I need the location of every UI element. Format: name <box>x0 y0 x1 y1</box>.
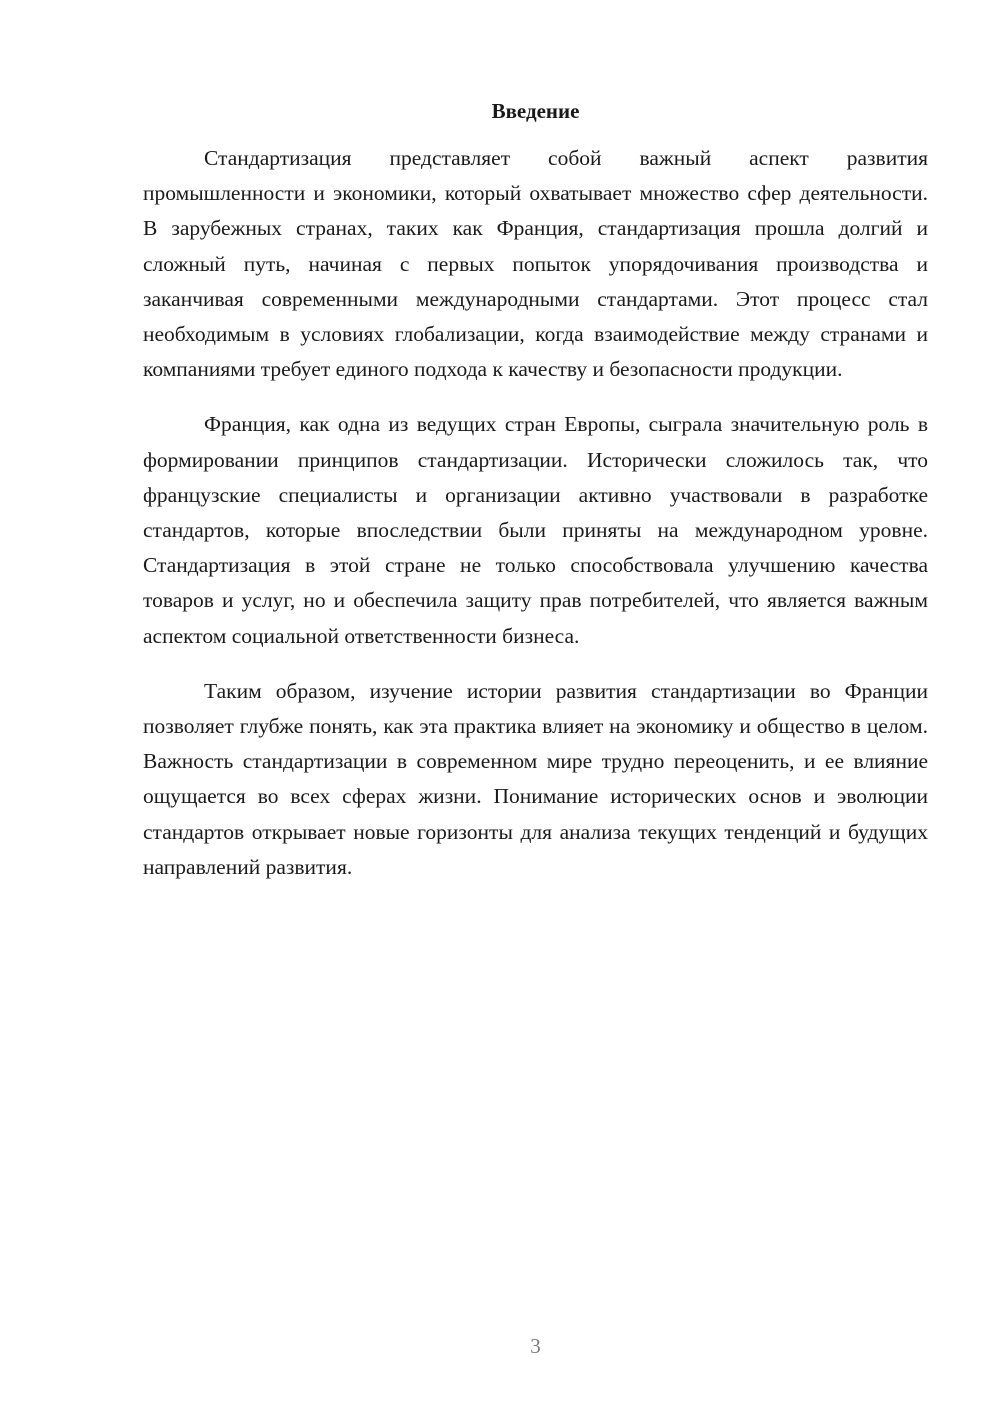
body-text <box>143 141 928 905</box>
paragraph-2: Франция, как одна из ведущих стран Европы, сыграла значительную роль в формировании принципов стандартизации. Исторически сложилось так, что французские специалисты и организации активно участвовали в разработке стандартов, которые впоследствии были приняты на международном уровне. Стандартизация в этой стране не только способствовала улучшению качества товаров и услуг, но и обеспечила защиту прав потребителей, что является важным аспектом социальной ответственности бизнеса. <box>143 412 928 648</box>
page-number: 3 <box>530 1334 541 1358</box>
section-title: Введение <box>491 99 580 123</box>
paragraph-3: Таким образом, изучение истории развития стандартизации во Франции позволяет глубже понять, как эта практика влияет на экономику и общество в целом. Важность стандартизации в современном мире трудно переоценить, и ее влияние ощущается во всех сферах жизни. Понимание исторических основ и эволюции стандартов открывает новые горизонты для анализа текущих тенденций и будущих направлений развития. <box>143 678 928 879</box>
paragraph-1: Стандартизация представляет собой важный аспект развития промышленности и экономики, который охватывает множество сфер деятельности. В зарубежных странах, таких как Франция, стандартизация прошла долгий и сложный путь, начиная с первых попыток упорядочивания производства и заканчивая современными международными стандартами. Этот процесс стал необходимым в условиях глобализации, когда взаимодействие между странами и компаниями требует единого подхода к качеству и безопасности продукции. <box>143 146 928 382</box>
